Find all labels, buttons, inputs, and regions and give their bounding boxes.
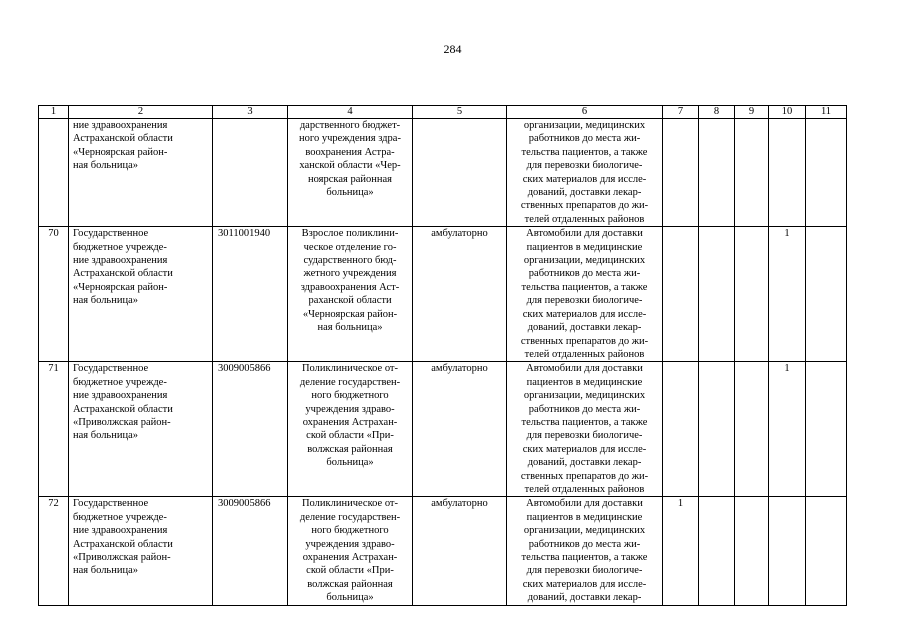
- header-cell-3: 3: [213, 106, 288, 119]
- table-row: [39, 227, 847, 362]
- text-line: дарственного бюджет-: [299, 120, 401, 131]
- qty-col-10: [769, 119, 806, 227]
- text-line: дований, доставки лекар-: [527, 592, 642, 604]
- text-line: ских материалов для иссле-: [522, 578, 647, 590]
- qty-col-9: [735, 362, 769, 497]
- row-number: 72: [39, 497, 69, 605]
- inn-cell: 3009005866: [213, 497, 288, 605]
- text-line: тельства пациентов, а также: [521, 552, 648, 563]
- text-line: дований, доставки лекар-: [527, 187, 642, 199]
- text-line: дований, доставки лекар-: [527, 457, 642, 469]
- text-line: работников до места жи-: [528, 268, 641, 280]
- qty-col-11: [806, 362, 847, 497]
- text-line: ная больница»: [73, 295, 138, 307]
- header-cell-6: 6: [507, 106, 663, 119]
- table-row: [39, 497, 847, 605]
- text-line: жетного учреждения: [303, 268, 397, 280]
- text-line: «Приволжская район-: [73, 552, 171, 563]
- institution-name: [69, 362, 213, 497]
- text-line: охранения Астрахан-: [302, 552, 398, 563]
- text-line: ственных препаратов до жи-: [520, 335, 649, 347]
- institution-name: [69, 119, 213, 227]
- text-line: деление государствен-: [299, 376, 401, 388]
- text-line: волжская районная: [307, 578, 393, 590]
- text-line: работников до места жи-: [528, 538, 641, 550]
- qty-col-10: 1: [769, 227, 806, 362]
- text-line: ние здравоохранения: [73, 525, 168, 537]
- institution-name: [69, 227, 213, 362]
- unit-name: [288, 497, 413, 605]
- text-line: ской области «При-: [306, 430, 394, 442]
- text-line: пациентов в медицинские: [526, 241, 643, 253]
- qty-col-11: [806, 119, 847, 227]
- text-line: «Приволжская район-: [73, 416, 171, 428]
- vehicles-table: [38, 105, 847, 606]
- text-line: охранения Астрахан-: [302, 416, 398, 428]
- text-line: телей отдаленных районов: [524, 483, 645, 495]
- document-table-wrapper: [38, 105, 847, 606]
- care-condition: амбулаторно: [413, 362, 507, 497]
- text-line: ческое отделение го-: [303, 241, 397, 253]
- text-line: дований, доставки лекар-: [527, 322, 642, 334]
- header-cell-8: 8: [699, 106, 735, 119]
- text-line: для перевозки биологиче-: [526, 160, 643, 172]
- text-line: здравоохранения Аст-: [300, 281, 400, 293]
- text-line: ноярская районная: [308, 173, 392, 185]
- text-line: Взрослое поликлини-: [301, 228, 399, 240]
- text-line: Государственное: [73, 228, 149, 240]
- text-line: учреждения здраво-: [305, 538, 395, 550]
- inn-cell: 3009005866: [213, 362, 288, 497]
- header-row: [39, 106, 847, 119]
- text-line: больница»: [326, 592, 374, 604]
- text-line: бюджетное учрежде-: [73, 241, 167, 253]
- text-line: работников до места жи-: [528, 403, 641, 415]
- qty-col-8: [699, 119, 735, 227]
- care-condition: [413, 119, 507, 227]
- qty-col-8: [699, 497, 735, 605]
- qty-col-9: [735, 227, 769, 362]
- qty-col-7: [663, 362, 699, 497]
- qty-col-10: [769, 497, 806, 605]
- text-line: больница»: [326, 187, 374, 199]
- text-line: пациентов в медицинские: [526, 376, 643, 388]
- text-line: ской области «При-: [306, 565, 394, 577]
- text-line: ного бюджетного: [311, 525, 389, 537]
- qty-col-9: [735, 119, 769, 227]
- text-line: ние здравоохранения: [73, 120, 168, 131]
- text-line: «Черноярская район-: [302, 308, 398, 320]
- text-line: тельства пациентов, а также: [521, 281, 648, 293]
- text-line: для перевозки биологиче-: [526, 565, 643, 577]
- text-line: воохранения Астра-: [305, 146, 395, 158]
- text-line: ная больница»: [73, 430, 138, 442]
- row-number: [39, 119, 69, 227]
- text-line: Поликлиническое от-: [301, 363, 399, 375]
- vehicle-purpose: [507, 362, 663, 497]
- text-line: Государственное: [73, 363, 149, 375]
- text-line: ние здравоохранения: [73, 255, 168, 267]
- text-line: Поликлиническое от-: [301, 498, 399, 510]
- qty-col-11: [806, 497, 847, 605]
- table-row: [39, 119, 847, 227]
- header-cell-11: 11: [806, 106, 847, 119]
- qty-col-10: 1: [769, 362, 806, 497]
- row-number: 71: [39, 362, 69, 497]
- text-line: деление государствен-: [299, 511, 401, 523]
- table-row: [39, 362, 847, 497]
- header-cell-9: 9: [735, 106, 769, 119]
- header-cell-1: 1: [39, 106, 69, 119]
- header-cell-4: 4: [288, 106, 413, 119]
- text-line: ного учреждения здра-: [299, 133, 401, 145]
- inn-cell: [213, 119, 288, 227]
- text-line: тельства пациентов, а также: [521, 416, 648, 428]
- text-line: ственных препаратов до жи-: [520, 470, 649, 482]
- text-line: сударственного бюд-: [303, 255, 397, 267]
- text-line: ханской области «Чер-: [299, 160, 401, 172]
- text-line: ских материалов для иссле-: [522, 443, 647, 455]
- text-line: организации, медицинских: [523, 525, 646, 537]
- text-line: учреждения здраво-: [305, 403, 395, 415]
- text-line: организации, медицинских: [523, 390, 646, 402]
- text-line: для перевозки биологиче-: [526, 430, 643, 442]
- text-line: ная больница»: [73, 160, 138, 172]
- text-line: раханской области: [308, 295, 392, 307]
- header-cell-5: 5: [413, 106, 507, 119]
- text-line: бюджетное учрежде-: [73, 376, 167, 388]
- text-line: Автомобили для доставки: [526, 228, 643, 240]
- qty-col-7: [663, 119, 699, 227]
- text-line: ние здравоохранения: [73, 390, 168, 402]
- text-line: телей отдаленных районов: [524, 213, 645, 225]
- text-line: ских материалов для иссле-: [522, 308, 647, 320]
- institution-name: [69, 497, 213, 605]
- text-line: работников до места жи-: [528, 133, 641, 145]
- row-number: 70: [39, 227, 69, 362]
- unit-name: [288, 119, 413, 227]
- text-line: Астраханской области: [73, 268, 173, 280]
- text-line: Астраханской области: [73, 133, 173, 145]
- qty-col-7: [663, 227, 699, 362]
- text-line: ная больница»: [317, 322, 383, 334]
- header-cell-7: 7: [663, 106, 699, 119]
- qty-col-7: 1: [663, 497, 699, 605]
- text-line: организации, медицинских: [523, 255, 646, 267]
- text-line: волжская районная: [307, 443, 393, 455]
- text-line: ная больница»: [73, 565, 138, 577]
- text-line: бюджетное учрежде-: [73, 511, 167, 523]
- qty-col-8: [699, 362, 735, 497]
- text-line: пациентов в медицинские: [526, 511, 643, 523]
- text-line: для перевозки биологиче-: [526, 295, 643, 307]
- text-line: Государственное: [73, 498, 149, 510]
- text-line: ного бюджетного: [311, 390, 389, 402]
- care-condition: амбулаторно: [413, 227, 507, 362]
- header-cell-2: 2: [69, 106, 213, 119]
- text-line: Астраханской области: [73, 403, 173, 415]
- text-line: Астраханской области: [73, 538, 173, 550]
- text-line: ственных препаратов до жи-: [520, 200, 649, 212]
- vehicle-purpose: [507, 227, 663, 362]
- text-line: Автомобили для доставки: [526, 363, 643, 375]
- inn-cell: 3011001940: [213, 227, 288, 362]
- header-cell-10: 10: [769, 106, 806, 119]
- care-condition: амбулаторно: [413, 497, 507, 605]
- page-number: 284: [443, 42, 462, 56]
- qty-col-9: [735, 497, 769, 605]
- text-line: «Черноярская район-: [73, 146, 168, 158]
- text-line: Автомобили для доставки: [526, 498, 643, 510]
- unit-name: [288, 362, 413, 497]
- unit-name: [288, 227, 413, 362]
- text-line: организации, медицинских: [523, 120, 646, 131]
- vehicle-purpose: [507, 119, 663, 227]
- text-line: телей отдаленных районов: [524, 348, 645, 360]
- qty-col-11: [806, 227, 847, 362]
- vehicle-purpose: [507, 497, 663, 605]
- text-line: тельства пациентов, а также: [521, 146, 648, 158]
- text-line: «Черноярская район-: [73, 281, 168, 293]
- text-line: больница»: [326, 457, 374, 469]
- text-line: ских материалов для иссле-: [522, 173, 647, 185]
- qty-col-8: [699, 227, 735, 362]
